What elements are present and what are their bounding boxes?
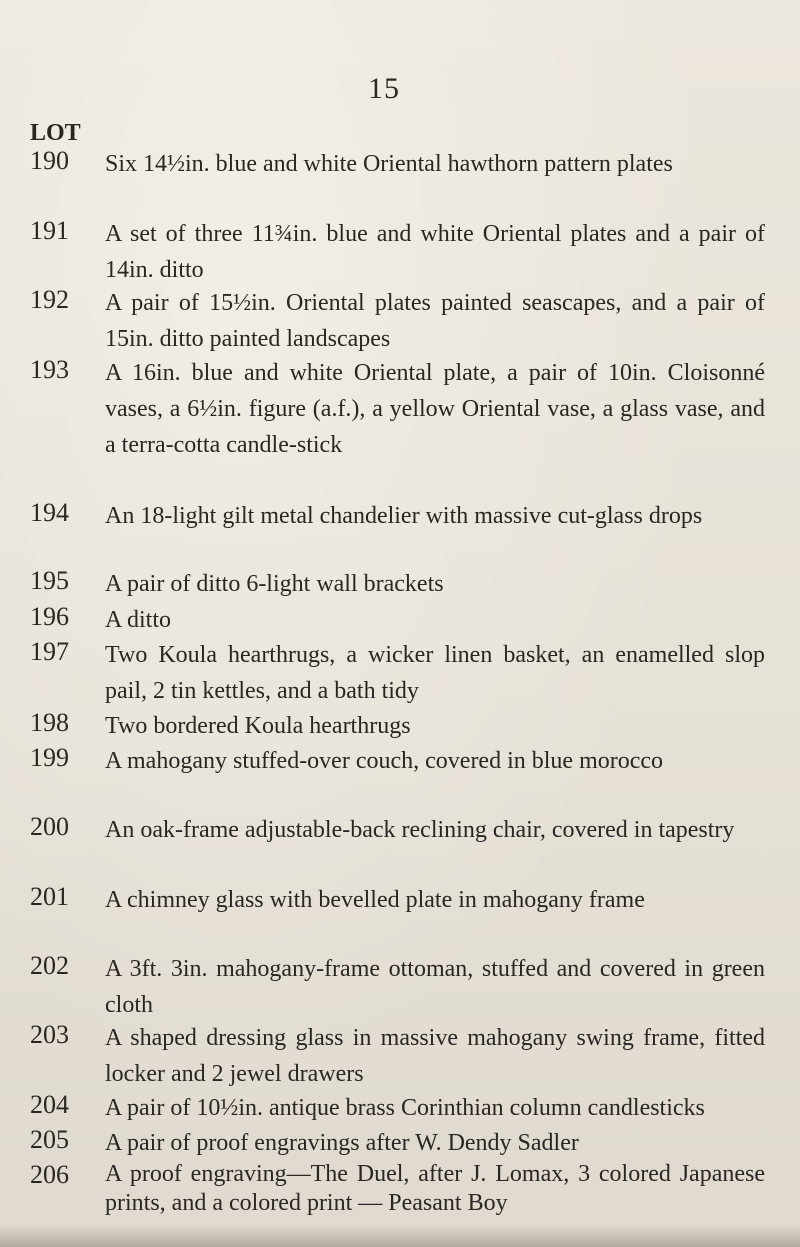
lot-number: 197 xyxy=(30,637,69,666)
lot-description: An 18-light gilt metal chandelier with massive cut-glass drops xyxy=(105,503,703,529)
page-bottom-edge xyxy=(0,1225,800,1247)
lot-column-heading: LOT xyxy=(30,120,81,146)
lot-description: A 3ft. 3in. mahogany-frame ottoman, stuffed and covered in green cloth xyxy=(105,956,765,1018)
page-number: 15 xyxy=(368,72,400,105)
lot-number: 198 xyxy=(30,708,69,737)
lot-description: A pair of ditto 6-light wall brackets xyxy=(105,571,444,597)
lot-number: 196 xyxy=(30,602,69,631)
lot-number: 192 xyxy=(30,285,69,314)
lot-description: A set of three 11¾in. blue and white Oriental plates and a pair of 14in. ditto xyxy=(105,221,765,283)
lot-description: A chimney glass with bevelled plate in mahogany frame xyxy=(105,887,645,913)
lot-number: 191 xyxy=(30,216,69,245)
lot-description: Two Koula hearthrugs, a wicker linen basket, an enamelled slop pail, 2 tin kettles, and a bath tidy xyxy=(105,642,765,704)
lot-description: A mahogany stuffed-over couch, covered in blue morocco xyxy=(105,748,664,774)
lot-number: 200 xyxy=(30,812,69,841)
lot-description: A pair of 10½in. antique brass Corinthian column candlesticks xyxy=(105,1095,705,1121)
lot-description: Two bordered Koula hearthrugs xyxy=(105,713,411,739)
lot-description: Six 14½in. blue and white Oriental hawthorn pattern plates xyxy=(105,151,673,177)
lot-description: A pair of 15½in. Oriental plates painted seascapes, and a pair of 15in. ditto painted landscapes xyxy=(105,290,765,352)
lot-number: 201 xyxy=(30,882,69,911)
lot-number: 193 xyxy=(30,355,69,384)
lot-number: 202 xyxy=(30,951,69,980)
lot-number: 199 xyxy=(30,743,69,772)
lot-number: 190 xyxy=(30,146,69,175)
lot-description: A proof engraving—The Duel, after J. Lomax, 3 colored Japanese prints, and a colored print — Peasant Boy xyxy=(105,1161,765,1216)
lot-description: A 16in. blue and white Oriental plate, a pair of 10in. Cloisonné vases, a 6½in. figure (a.f.), a yellow Oriental vase, a glass vase, and a terra-cotta candle-stick xyxy=(105,360,765,458)
lot-description: An oak-frame adjustable-back reclining chair, covered in tapestry xyxy=(105,817,735,843)
lot-description: A ditto xyxy=(105,607,172,633)
lot-number: 204 xyxy=(30,1090,69,1119)
lot-number: 195 xyxy=(30,566,69,595)
lot-number: 206 xyxy=(30,1160,69,1189)
lot-description: A pair of proof engravings after W. Dendy Sadler xyxy=(105,1130,579,1156)
lot-number: 205 xyxy=(30,1125,69,1154)
lot-number: 203 xyxy=(30,1020,69,1049)
lot-description: A shaped dressing glass in massive mahogany swing frame, fitted locker and 2 jewel drawers xyxy=(105,1025,765,1087)
lot-number: 194 xyxy=(30,498,69,527)
